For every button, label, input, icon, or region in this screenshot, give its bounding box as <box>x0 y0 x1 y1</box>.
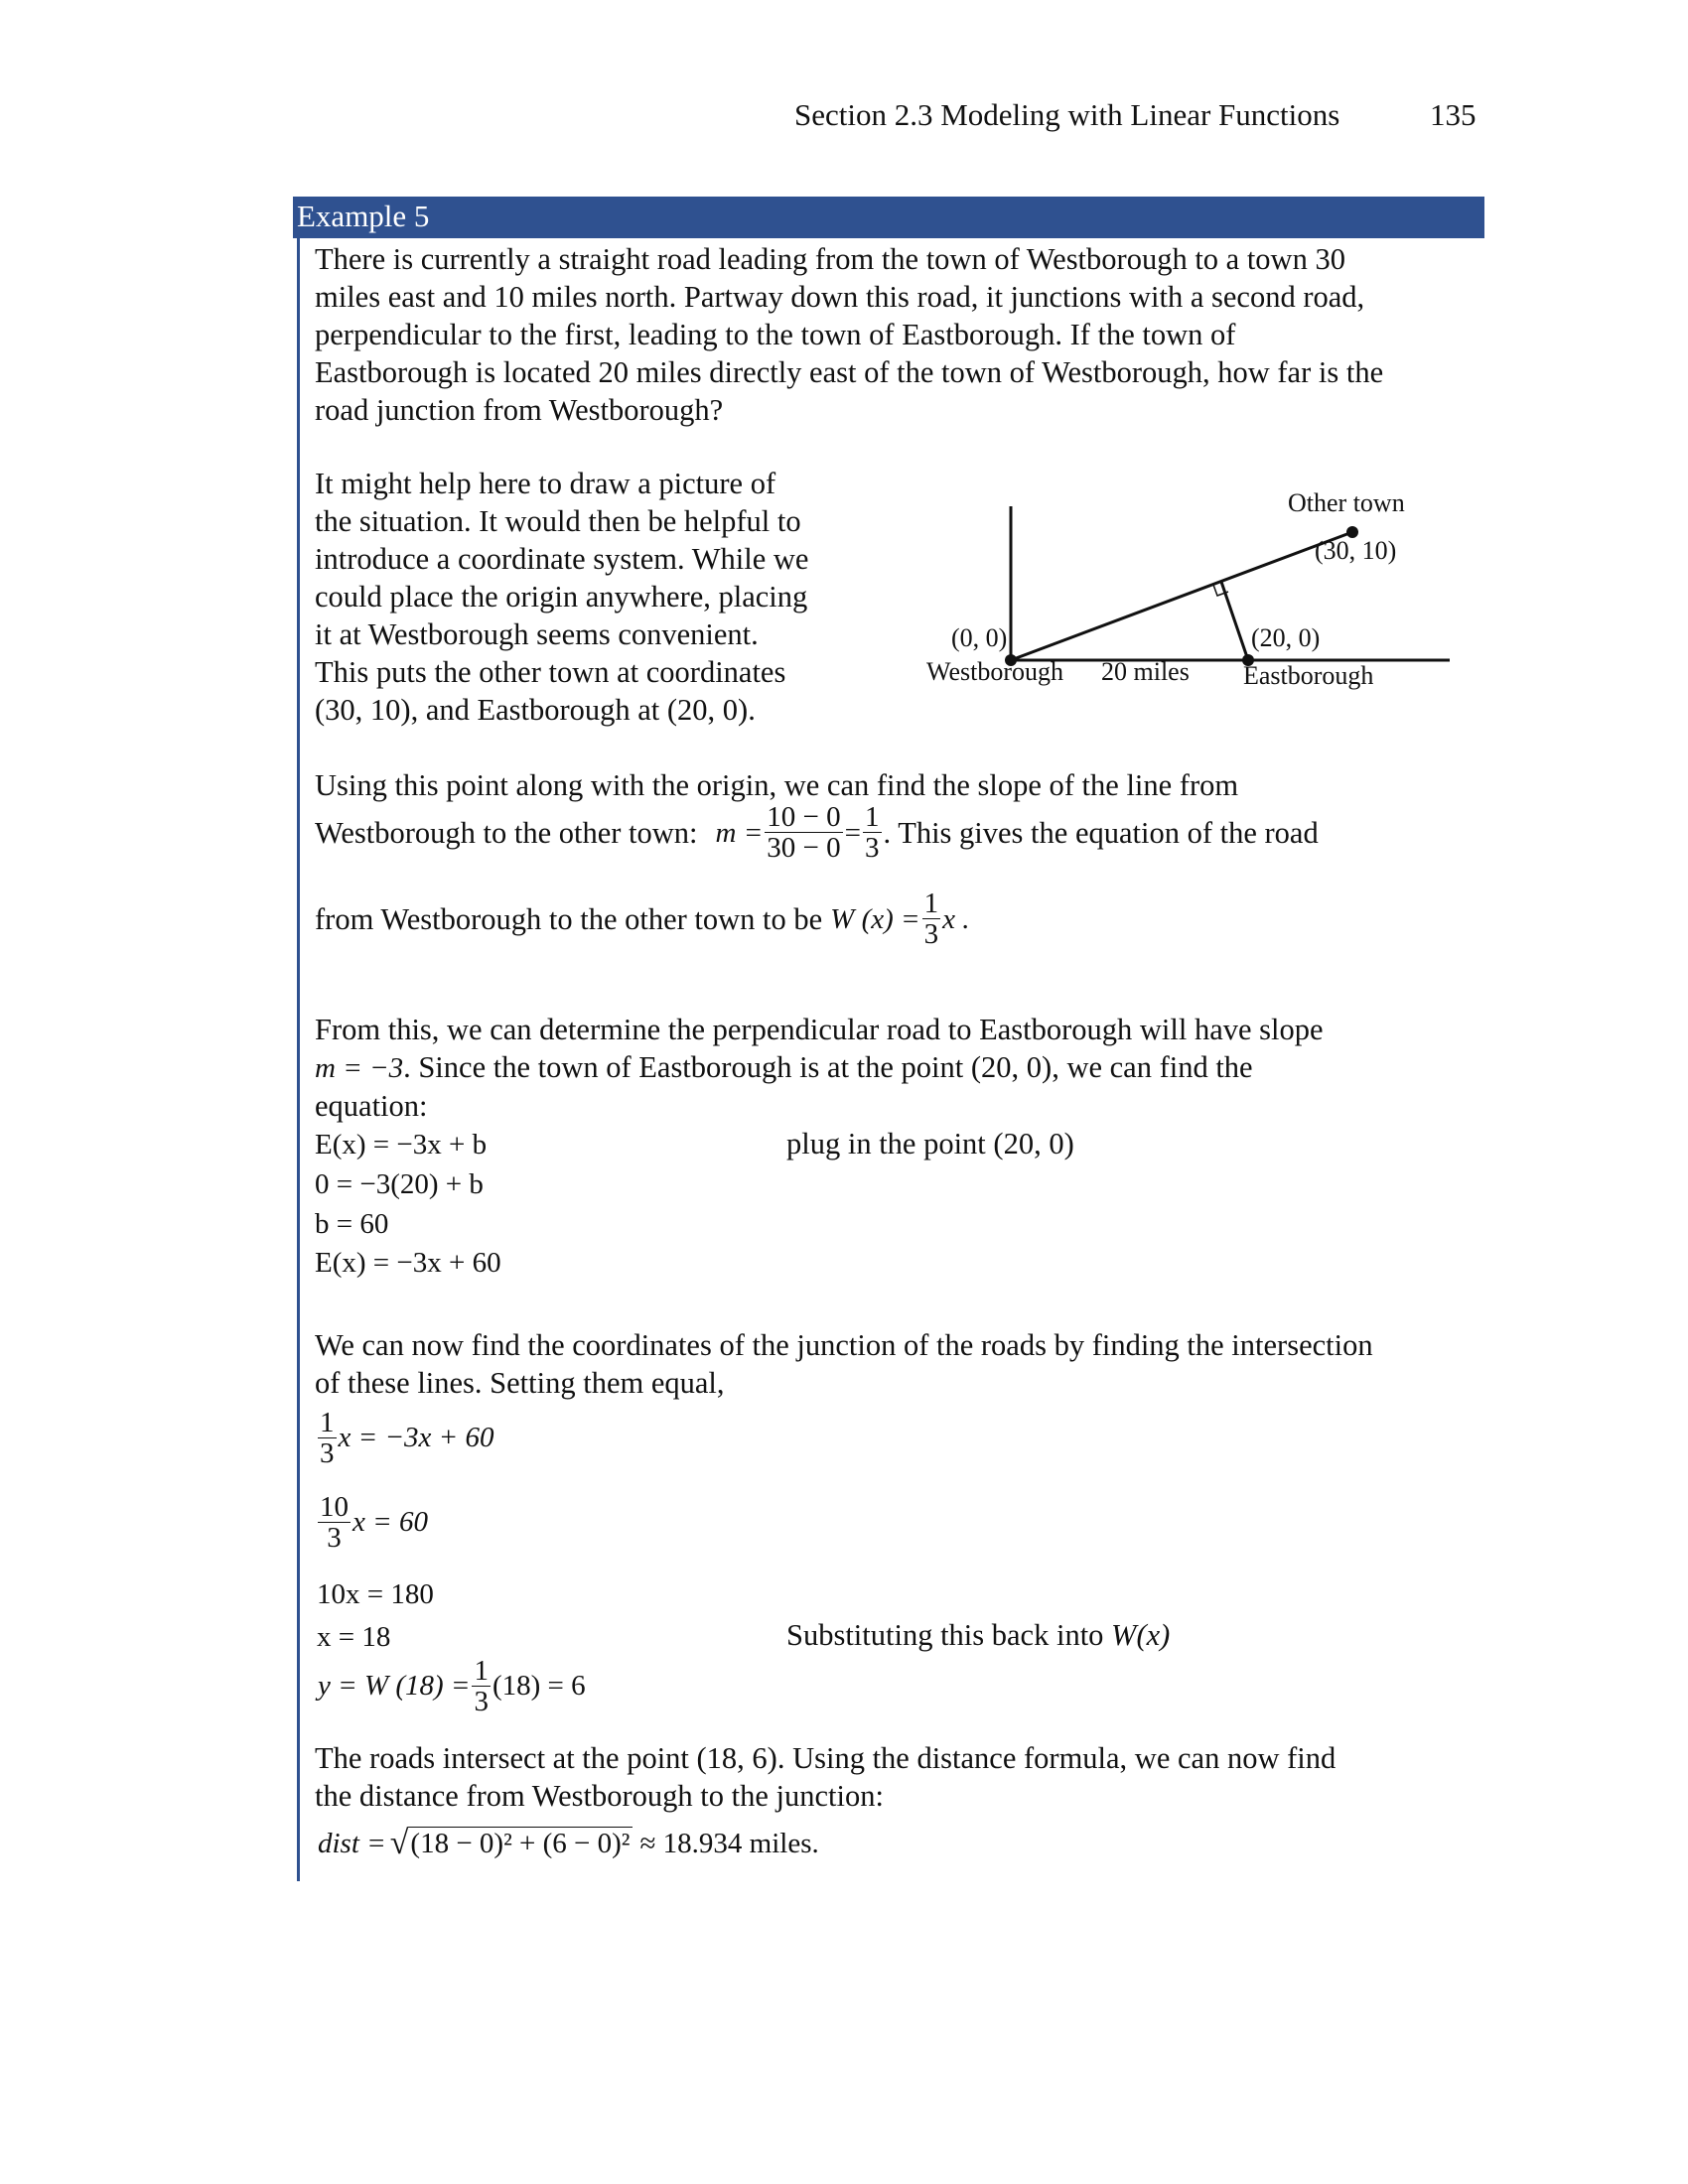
slope-m: m = <box>715 816 764 849</box>
slope-prefix: Westborough to the other town: <box>315 815 698 850</box>
intro-line: could place the origin anywhere, placing <box>315 580 808 614</box>
road-diagram <box>894 477 1470 705</box>
intersection-step-1: $\frac{1}{3}$ x = −3x + 60 <box>320 1407 494 1470</box>
page-number: 135 <box>1430 97 1477 132</box>
equation-step: b = 60 <box>315 1208 389 1240</box>
distance-label: 20 miles <box>1101 657 1190 686</box>
intro-line: the situation. It would then be helpful to <box>315 504 801 538</box>
intersection-step-4: x = 18 <box>317 1621 391 1653</box>
intro-line: This puts the other town at coordinates <box>315 655 786 689</box>
problem-line: road junction from Westborough? <box>315 393 724 427</box>
example-title: Example 5 <box>297 199 430 233</box>
running-head-title: Section 2.3 Modeling with Linear Functions <box>794 97 1340 132</box>
conclusion-paragraph: The roads intersect at the point (18, 6). Using the distance formula, we can now find the distance from Westborough to the junction: <box>315 1741 1336 1813</box>
plug-in-note: plug in the point (20, 0) <box>786 1127 1074 1160</box>
intersection-step-2: $\frac{10}{3}$ x = 60 <box>320 1491 428 1555</box>
origin-coord: (0, 0) <box>951 623 1008 652</box>
problem-line: Eastborough is located 20 miles directly east of the town of Westborough, how far is the <box>315 355 1384 389</box>
intro-line: introduce a coordinate system. While we <box>315 542 809 576</box>
w-function: W (x) = <box>830 902 920 935</box>
intro-line: it at Westborough seems convenient. <box>315 617 759 651</box>
other-town-label: Other town <box>1288 488 1405 517</box>
substitution-note: Substituting this back into W(x) <box>786 1618 1171 1652</box>
problem-statement <box>315 240 1383 429</box>
problem-line: perpendicular to the first, leading to the town of Eastborough. If the town of <box>315 318 1236 351</box>
eastborough-label: Eastborough <box>1243 661 1374 690</box>
slope-line-2: Westborough to the other town: m = $\frac{10 - 0}{30 - 0}$ = $\frac{1}{3}$ . This gives the equation of the road <box>315 801 1319 865</box>
w-fraction: $\frac{1}{3}$ <box>923 887 939 951</box>
eastborough-coord: (20, 0) <box>1251 623 1321 652</box>
problem-line: There is currently a straight road leading from the town of Westborough to a town 30 <box>315 242 1345 276</box>
equation-step: E(x) = −3x + b <box>315 1129 488 1160</box>
perpendicular-paragraph: From this, we can determine the perpendicular road to Eastborough will have slope m = −3. Since the town of Eastborough is at the point (20, 0), we can find the equation: E(x) = −3x + b 0 = −3(20) + b b = 60 E(x) = −3x + 60 <box>315 1011 1324 1282</box>
example-left-rule <box>297 238 300 1881</box>
slope-suffix: . This gives the equation of the road <box>883 815 1319 850</box>
intersection-step-5: y = W (18) = $\frac{1}{3}$ (18) = 6 <box>318 1655 586 1718</box>
slope-line-3: from Westborough to the other town to be W (x) = $\frac{1}{3}$ x . <box>315 887 970 951</box>
example-banner <box>293 197 1484 238</box>
intro-line: It might help here to draw a picture of <box>315 467 776 500</box>
intersection-paragraph: We can now find the coordinates of the junction of the roads by finding the intersection of these lines. Setting them equal, <box>315 1328 1373 1400</box>
distance-formula: dist = √ (18 − 0)² + (6 − 0)² ≈ 18.934 miles. <box>318 1825 819 1861</box>
slope-line-1: Using this point along with the origin, we can find the slope of the line from <box>315 768 1239 802</box>
other-town-coord: (30, 10) <box>1315 536 1397 565</box>
slope-fraction: $\frac{10 - 0}{30 - 0}$ <box>767 801 841 865</box>
intersection-step-3: 10x = 180 <box>317 1578 434 1610</box>
westborough-label: Westborough <box>926 657 1063 686</box>
problem-line: miles east and 10 miles north. Partway down this road, it junctions with a second road, <box>315 280 1365 314</box>
intro-paragraph <box>315 465 808 729</box>
equation-step: 0 = −3(20) + b <box>315 1168 484 1200</box>
sqrt-icon: √ <box>389 1825 409 1861</box>
equation-step: E(x) = −3x + 60 <box>315 1247 501 1279</box>
slope-result-fraction: $\frac{1}{3}$ <box>865 801 880 865</box>
intro-line: (30, 10), and Eastborough at (20, 0). <box>315 693 756 727</box>
